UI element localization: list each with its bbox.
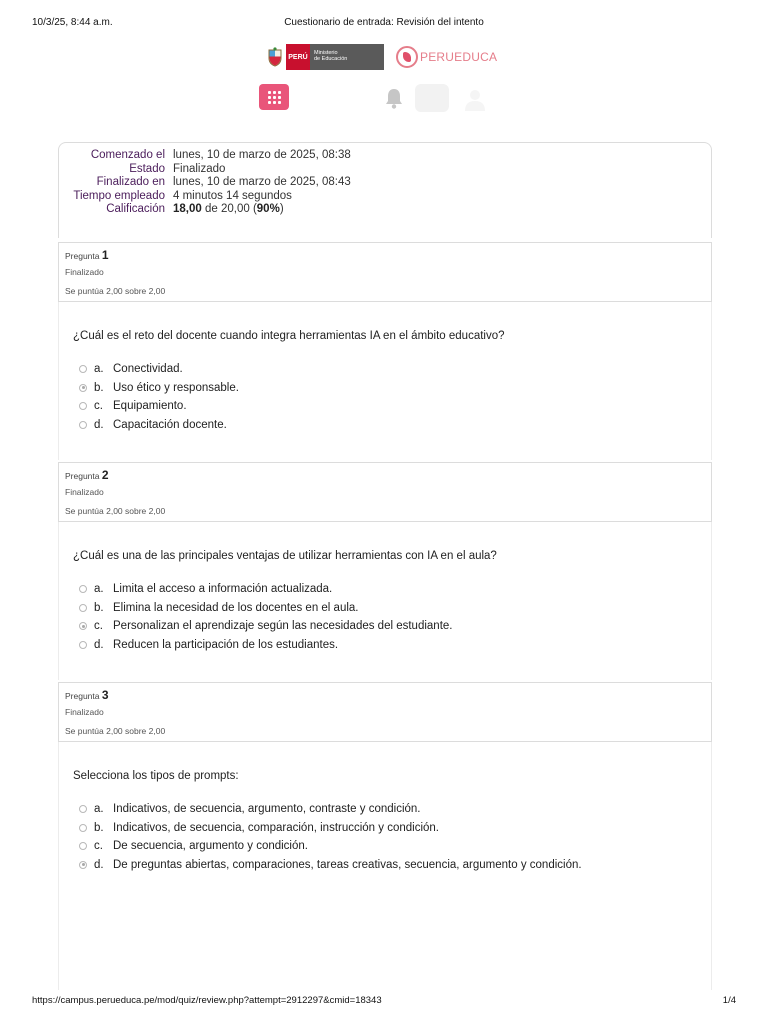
- summary-value: 4 minutos 14 segundos: [173, 189, 292, 202]
- print-page-number: 1/4: [722, 995, 736, 1006]
- question-text: ¿Cuál es el reto del docente cuando integra herramientas IA en el ámbito educativo?: [73, 330, 505, 342]
- summary-table: [59, 149, 351, 217]
- grade-label: Calificación: [106, 203, 165, 215]
- summary-row: [59, 176, 351, 190]
- radio-button-checked[interactable]: [79, 861, 87, 869]
- answer-option[interactable]: a. Limita el acceso a información actualizada.: [79, 580, 452, 599]
- summary-value: lunes, 10 de marzo de 2025, 08:38: [173, 149, 351, 161]
- answer-option[interactable]: c. Personalizan el aprendizaje según las necesidades del estudiante.: [79, 617, 452, 636]
- summary-row: [59, 149, 351, 163]
- coat-of-arms-icon: [264, 44, 286, 70]
- ministerio-label: Ministerio de Educación: [310, 44, 384, 70]
- radio-button[interactable]: [79, 805, 87, 813]
- answer-list: [79, 360, 239, 434]
- page-continuation: [58, 900, 712, 990]
- notification-bell-icon[interactable]: [382, 86, 406, 110]
- perueduca-logo[interactable]: [396, 44, 497, 70]
- attempt-summary: [58, 142, 712, 238]
- radio-button-checked[interactable]: [79, 622, 87, 630]
- summary-value: Finalizado: [173, 162, 226, 175]
- answer-option[interactable]: a. Indicativos, de secuencia, argumento, contraste y condición.: [79, 800, 582, 819]
- summary-label: Estado: [129, 162, 165, 175]
- question-number: Pregunta 3: [65, 688, 109, 702]
- answer-option[interactable]: a. Conectividad.: [79, 360, 239, 379]
- grade-score: 18,00: [173, 203, 202, 215]
- summary-row-grade: [59, 203, 351, 217]
- radio-button[interactable]: [79, 604, 87, 612]
- question-content: [58, 522, 712, 680]
- question-info: [58, 682, 712, 742]
- question-content: [58, 742, 712, 900]
- answer-list: [79, 800, 582, 874]
- print-title: Cuestionario de entrada: Revisión del intento: [284, 17, 484, 28]
- answer-option[interactable]: b. Indicativos, de secuencia, comparación, instrucción y condición.: [79, 819, 582, 838]
- question-text: Selecciona los tipos de prompts:: [73, 770, 239, 782]
- question-state: Finalizado: [65, 707, 104, 717]
- radio-button[interactable]: [79, 824, 87, 832]
- question-number: Pregunta 2: [65, 468, 109, 482]
- question-info: [58, 242, 712, 302]
- print-header: [32, 17, 736, 31]
- radio-button[interactable]: [79, 421, 87, 429]
- question-state: Finalizado: [65, 487, 104, 497]
- radio-button[interactable]: [79, 365, 87, 373]
- radio-button-checked[interactable]: [79, 384, 87, 392]
- logo-bar: [0, 44, 768, 70]
- answer-option[interactable]: b. Elimina la necesidad de los docentes en el aula.: [79, 599, 452, 618]
- summary-label: Finalizado en: [96, 176, 165, 188]
- radio-button[interactable]: [79, 585, 87, 593]
- answer-option[interactable]: d. Reducen la participación de los estudiantes.: [79, 636, 452, 655]
- question-info: [58, 462, 712, 522]
- question-grade: Se puntúa 2,00 sobre 2,00: [65, 286, 166, 296]
- print-datetime: 10/3/25, 8:44 a.m.: [32, 17, 113, 28]
- radio-button[interactable]: [79, 842, 87, 850]
- minedu-logo[interactable]: [264, 44, 384, 70]
- question-grade: Se puntúa 2,00 sobre 2,00: [65, 506, 166, 516]
- perueduca-wordmark: PERUEDUCA: [420, 50, 498, 64]
- perueduca-map-icon: [396, 46, 418, 68]
- question-content: [58, 302, 712, 460]
- summary-row: [59, 163, 351, 177]
- question-number: Pregunta 1: [65, 248, 109, 262]
- radio-button[interactable]: [79, 641, 87, 649]
- print-url: https://campus.perueduca.pe/mod/quiz/review.php?attempt=2912297&cmid=18343: [32, 995, 382, 1006]
- question-text: ¿Cuál es una de las principales ventajas de utilizar herramientas con IA en el aula?: [73, 550, 497, 562]
- question-grade: Se puntúa 2,00 sobre 2,00: [65, 726, 166, 736]
- answer-option[interactable]: b. Uso ético y responsable.: [79, 379, 239, 398]
- navbar: [0, 84, 768, 112]
- answer-list: [79, 580, 452, 654]
- answer-option[interactable]: d. De preguntas abiertas, comparaciones, tareas creativas, secuencia, argumento y condición.: [79, 856, 582, 875]
- summary-label: Tiempo empleado: [73, 189, 165, 202]
- question-state: Finalizado: [65, 267, 104, 277]
- peru-label: PERÚ: [286, 44, 310, 70]
- summary-row: [59, 190, 351, 204]
- summary-label: Comenzado el: [90, 149, 165, 161]
- grade-value: 18,00 de 20,00 (90%): [173, 203, 284, 215]
- radio-button[interactable]: [79, 402, 87, 410]
- answer-option[interactable]: c. Equipamiento.: [79, 397, 239, 416]
- user-avatar-icon[interactable]: [462, 86, 488, 112]
- answer-option[interactable]: c. De secuencia, argumento y condición.: [79, 837, 582, 856]
- answer-option[interactable]: d. Capacitación docente.: [79, 416, 239, 435]
- apps-grid-icon[interactable]: [259, 84, 289, 110]
- print-footer: [32, 995, 736, 1009]
- summary-value: lunes, 10 de marzo de 2025, 08:43: [173, 176, 351, 188]
- grade-percent: 90%: [256, 203, 280, 215]
- messages-icon[interactable]: [415, 84, 449, 112]
